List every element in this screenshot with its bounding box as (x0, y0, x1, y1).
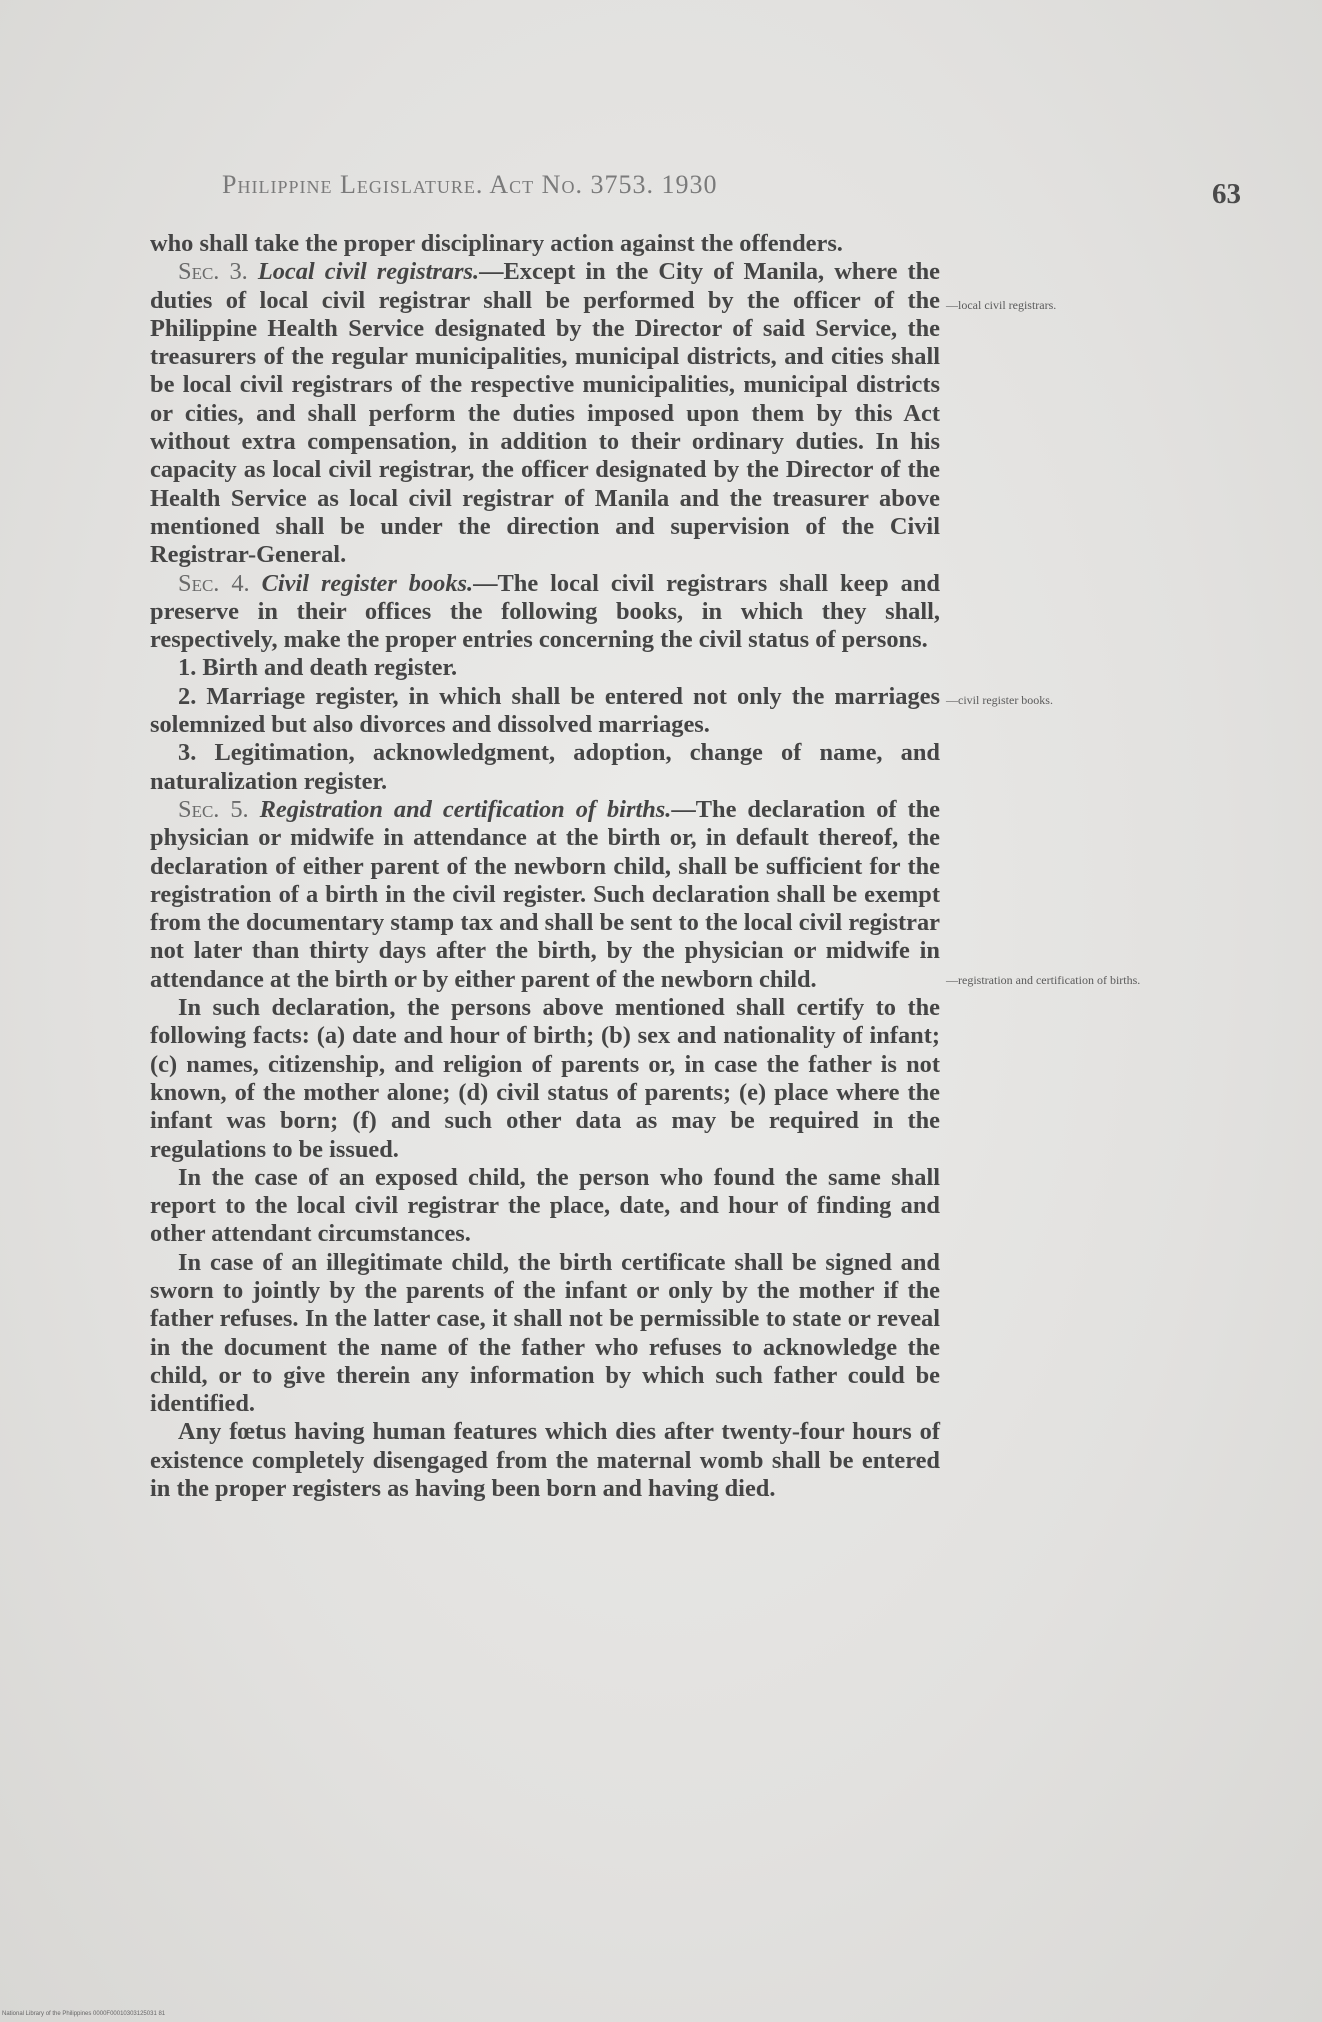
margin-note-civil-register-books: —civil register books. (946, 693, 1053, 707)
paragraph-illegitimate-child: In case of an illegitimate child, the birth certificate shall be signed and sworn to jointly by the parents of the infant or only by the mother if the father refuses. In the latter case, it shall not be permissible to state or reveal in the document the name of the father who refuses to acknowledge the child, or to give therein any information by which such father could be identified. (150, 1248, 940, 1418)
paragraph-exposed-child: In the case of an exposed child, the person who found the same shall report to the local civil registrar the place, date, and hour of finding and other attendant circumstances. (150, 1163, 940, 1248)
paragraph-offenders: who shall take the proper disciplinary action against the offenders. (150, 230, 843, 257)
section-5 (150, 796, 940, 994)
section-5-text: —The declaration of the physician or midwife in attendance at the birth or, in default thereof, the declaration of either parent of the newborn child, shall be sufficient for the registration of a birth in the civil register. Such declaration shall be exempt from the documentary stamp tax and shall be sent to the local civil registrar not later than thirty days after the birth, by the physician or midwife in attendance at the birth or by either parent of the newborn child. (150, 795, 940, 993)
margin-note-registration-births: —registration and certification of births. (946, 973, 1141, 987)
list-item-1: 1. Birth and death register. (178, 654, 458, 682)
section-3 (150, 258, 940, 569)
body-text (150, 230, 940, 1503)
paragraph-foetus: Any fœtus having human features which dies after twenty-four hours of existence completely disengaged from the maternal womb shall be entered in the proper registers as having been born and having died. (150, 1418, 940, 1503)
page-number: 63 (1212, 178, 1241, 210)
section-5-title: Registration and certification of births. (259, 795, 672, 823)
section-4-number: Sec. 4. (178, 569, 250, 597)
running-head: Philippine Legislature. Act No. 3753. 1930 (222, 170, 718, 199)
section-3-text: —Except in the City of Manila, where the duties of local civil registrar shall be performed by the officer of the Philippine Health Service designated by the Director of said Service, the treasurers of the regular municipalities, municipal districts, and cities shall be local civil registrars of the respective municipalities, municipal districts or cities, and shall perform the duties imposed upon them by this Act without extra compensation, in addition to their ordinary duties. In his capacity as local civil registrar, the officer designated by the Director of the Health Service as local civil registrar of Manila and the treasurer above mentioned shall be under the direction and supervision of the Civil Registrar-General. (150, 258, 940, 569)
section-4-text: —The local civil registrars shall keep and preserve in their offices the following books, in which they shall, respectively, make the proper entries concerning the civil status of persons. (150, 569, 940, 654)
section-3-title: Local civil registrars. (257, 258, 480, 286)
section-4-title: Civil register books. (261, 569, 474, 597)
footer-watermark: National Library of the Philippines 0000F00010303125031 81 (2, 2011, 166, 2017)
section-4 (150, 570, 940, 655)
section-5-number: Sec. 5. (178, 795, 249, 823)
paragraph-facts: In such declaration, the persons above mentioned shall certify to the following facts: (a) date and hour of birth; (b) sex and nationality of infant; (c) names, citizenship, and religion of parents or, in case the father is not known, of the mother alone; (d) civil status of parents; (e) place where the infant was born; (f) and such other data as may be required in the regulations to be issued. (150, 994, 940, 1163)
list-item-3: 3. Legitimation, acknowledgment, adoption, change of name, and naturalization register. (150, 739, 940, 795)
section-3-number: Sec. 3. (178, 258, 248, 286)
margin-note-local-civil-registrars: —local civil registrars. (946, 298, 1057, 312)
list-item-2: 2. Marriage register, in which shall be entered not only the marriages solemnized but also divorces and dissolved marriages. (150, 682, 940, 739)
